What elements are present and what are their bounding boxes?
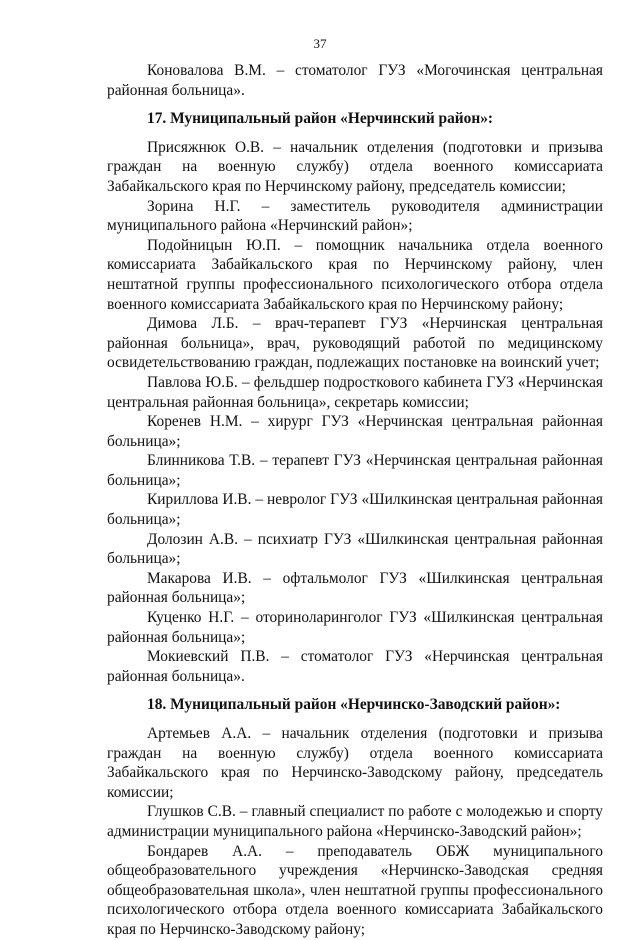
list-item: Бондарев А.А. – преподаватель ОБЖ муниципального общеобразовательного учреждения «Нерчинско-Заводская средняя общеобразовательная школа», член нештатной группы профессионального психологического отбора отдела военного комиссариата Забайкальского края по Нерчинско-Заводскому району; [107,842,603,938]
list-item: Коновалова В.М. – стоматолог ГУЗ «Могочинская центральная районная больница». [107,62,603,99]
list-item: Артемьев А.А. – начальник отделения (подготовки и призыва граждан на военную службу) отдела военного комиссариата Забайкальского края по Нерчинско-Заводскому району, председатель комиссии; [107,725,603,801]
list-item: Долозин А.В. – психиатр ГУЗ «Шилкинская центральная районная больница»; [107,530,603,568]
list-item: Павлова Ю.Б. – фельдшер подросткового кабинета ГУЗ «Нерчинская центральная районная больница», секретарь комиссии; [107,373,603,411]
list-item: Куценко Н.Г. – оториноларинголог ГУЗ «Шилкинская центральная районная больница»; [107,609,603,646]
list-item: Присяжнюк О.В. – начальник отделения (подготовки и призыва граждан на военную службу) отдела военного комиссариата Забайкальского края по Нерчинскому району, председатель комиссии; [107,138,603,195]
list-item: Подойницын Ю.П. – помощник начальника отдела военного комиссариата Забайкальского края по Нерчинскому району, член нештатной группы профессионального психологического отбора отдела военного комиссариата Забайкальского края по Нерчинскому району; [107,236,603,313]
section-heading: 18. Муниципальный район «Нерчинско-Заводский район»: [147,696,561,714]
list-item: Блинникова Т.В. – терапевт ГУЗ «Нерчинская центральная районная больница»; [107,452,603,489]
list-item: Кириллова И.В. – невролог ГУЗ «Шилкинская центральная районная больница»; [107,491,603,529]
section-heading: 17. Муниципальный район «Нерчинский район»: [147,110,494,128]
list-item: Глушков С.В. – главный специалист по работе с молодежью и спорту администрации муниципального района «Нерчинско-Заводский район»; [107,803,603,840]
section-17 [107,109,603,686]
section-18 [107,695,603,939]
list-item: Макарова И.В. – офтальмолог ГУЗ «Шилкинская центральная районная больница»; [107,569,603,607]
list-item: Коренев Н.М. – хирург ГУЗ «Нерчинская центральная районная больница»; [107,413,603,450]
list-item: Димова Л.Б. – врач-терапевт ГУЗ «Нерчинская центральная районная больница», врач, руководящий работой по медицинскому освидетельствованию граждан, подлежащих постановке на воинский учет; [107,315,603,372]
document-body [107,61,603,940]
page-number: 37 [313,36,327,51]
list-item: Мокиевский П.В. – стоматолог ГУЗ «Нерчинская центральная районная больница». [107,648,603,685]
list-item: Зорина Н.Г. – заместитель руководителя администрации муниципального района «Нерчинский район»; [107,197,603,235]
